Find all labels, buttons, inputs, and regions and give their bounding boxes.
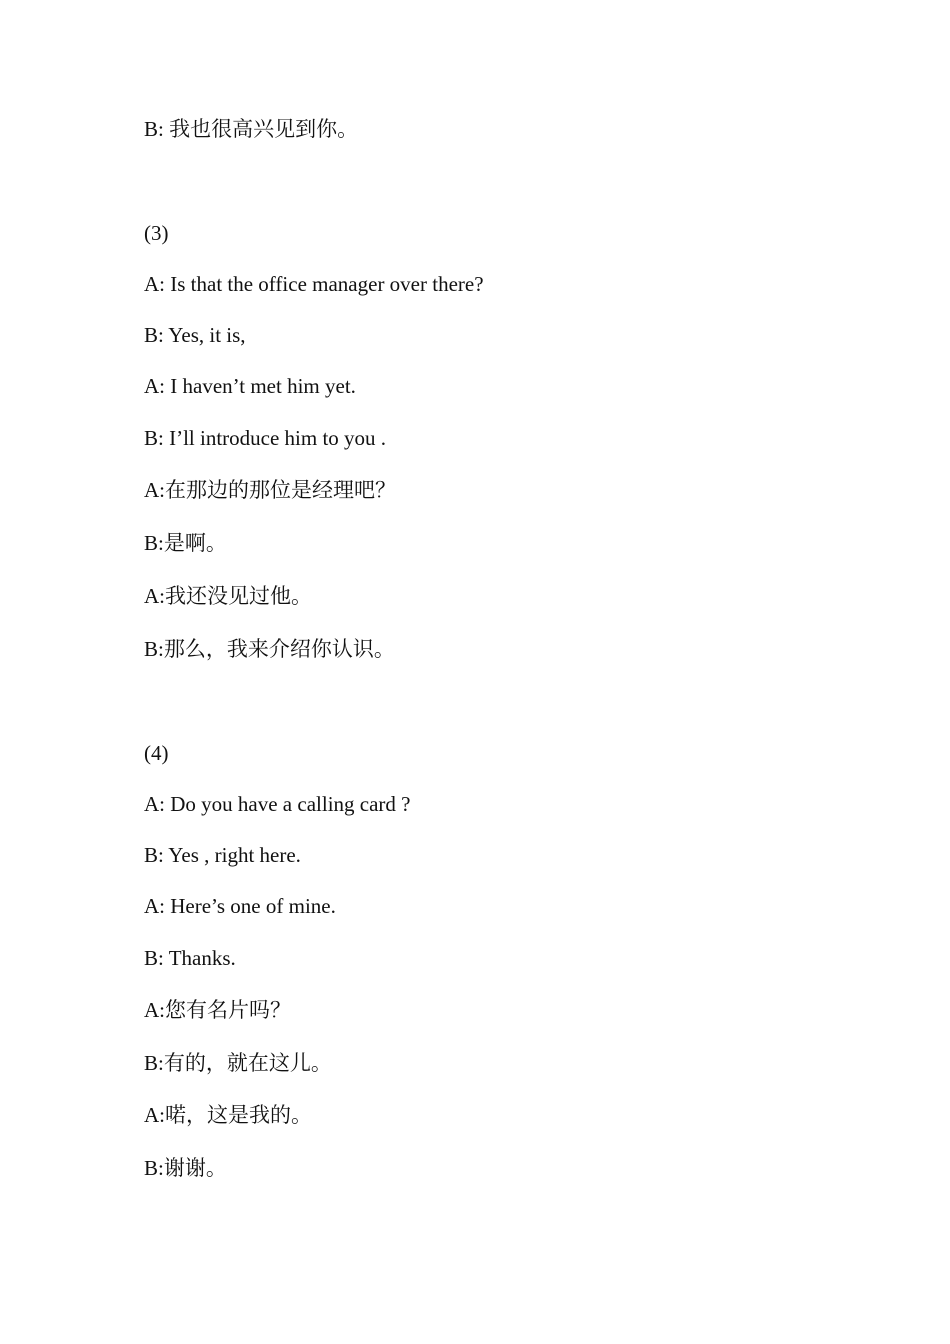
dialogue-line: A: Is that the office manager over there? xyxy=(144,272,484,296)
dialogue-line: B:谢谢。 xyxy=(144,1156,227,1180)
dialogue-line: B:那么，我来介绍你认识。 xyxy=(144,637,395,661)
section-heading-3: (3) xyxy=(144,221,169,245)
dialogue-line: A: Do you have a calling card ? xyxy=(144,792,411,816)
dialogue-line: B:有的，就在这儿。 xyxy=(144,1051,332,1075)
dialogue-line: B: Yes, it is, xyxy=(144,323,246,347)
dialogue-line: B: Thanks. xyxy=(144,946,236,970)
dialogue-line: B: I’ll introduce him to you . xyxy=(144,426,387,450)
dialogue-line: A:我还没见过他。 xyxy=(144,584,312,608)
dialogue-line: A:您有名片吗？ xyxy=(144,998,291,1022)
section-heading-4: (4) xyxy=(144,741,169,765)
dialogue-line-intro: B: 我也很高兴见到你。 xyxy=(144,117,359,141)
dialogue-line: A:在那边的那位是经理吧？ xyxy=(144,478,396,502)
dialogue-line: A: Here’s one of mine. xyxy=(144,894,336,918)
dialogue-line: B:是啊。 xyxy=(144,531,227,555)
dialogue-line: B: Yes , right here. xyxy=(144,843,301,867)
dialogue-line: A: I haven’t met him yet. xyxy=(144,374,356,398)
dialogue-line: A:喏，这是我的。 xyxy=(144,1103,312,1127)
